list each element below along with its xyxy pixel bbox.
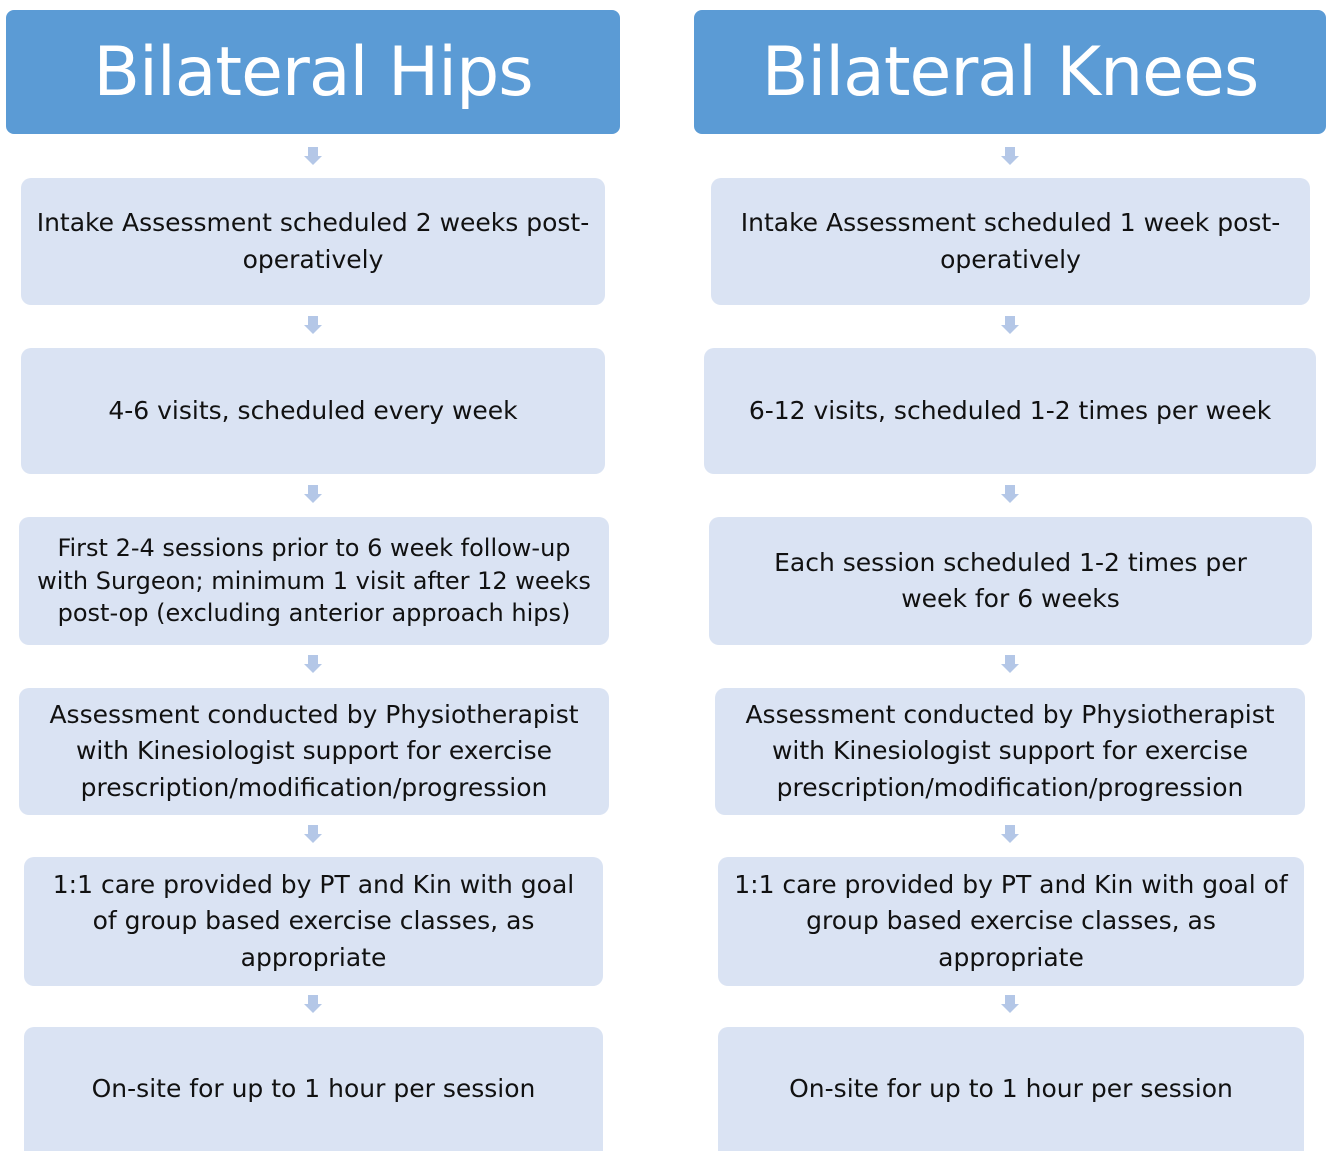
knees-step-care: 1:1 care provided by PT and Kin with goal of group based exercise classes, as appropriate xyxy=(718,857,1304,986)
knees-step-sessions: Each session scheduled 1-2 times per week for 6 weeks xyxy=(709,517,1312,645)
hips-step-intake: Intake Assessment scheduled 2 weeks post-operatively xyxy=(21,178,605,305)
hips-step-visits: 4-6 visits, scheduled every week xyxy=(21,348,605,474)
hips-header: Bilateral Hips xyxy=(6,10,620,134)
down-arrow-icon xyxy=(304,485,322,503)
down-arrow-icon xyxy=(304,147,322,165)
down-arrow-icon xyxy=(1001,147,1019,165)
down-arrow-icon xyxy=(1001,316,1019,334)
hips-step-assessment: Assessment conducted by Physiotherapist with Kinesiologist support for exercise prescription/modification/progression xyxy=(19,688,609,815)
down-arrow-icon xyxy=(304,655,322,673)
hips-step-onsite: On-site for up to 1 hour per session xyxy=(24,1027,603,1151)
down-arrow-icon xyxy=(304,825,322,843)
down-arrow-icon xyxy=(1001,995,1019,1013)
down-arrow-icon xyxy=(304,316,322,334)
down-arrow-icon xyxy=(304,995,322,1013)
down-arrow-icon xyxy=(1001,655,1019,673)
knees-step-visits: 6-12 visits, scheduled 1-2 times per week xyxy=(704,348,1316,474)
hips-step-sessions: First 2-4 sessions prior to 6 week follow-up with Surgeon; minimum 1 visit after 12 weeks post-op (excluding anterior approach hips) xyxy=(19,517,609,645)
knees-header: Bilateral Knees xyxy=(694,10,1326,134)
down-arrow-icon xyxy=(1001,485,1019,503)
down-arrow-icon xyxy=(1001,825,1019,843)
hips-step-care: 1:1 care provided by PT and Kin with goal of group based exercise classes, as appropriate xyxy=(24,857,603,986)
knees-step-intake: Intake Assessment scheduled 1 week post-operatively xyxy=(711,178,1310,305)
knees-step-assessment: Assessment conducted by Physiotherapist with Kinesiologist support for exercise prescription/modification/progression xyxy=(715,688,1305,815)
knees-step-onsite: On-site for up to 1 hour per session xyxy=(718,1027,1304,1151)
